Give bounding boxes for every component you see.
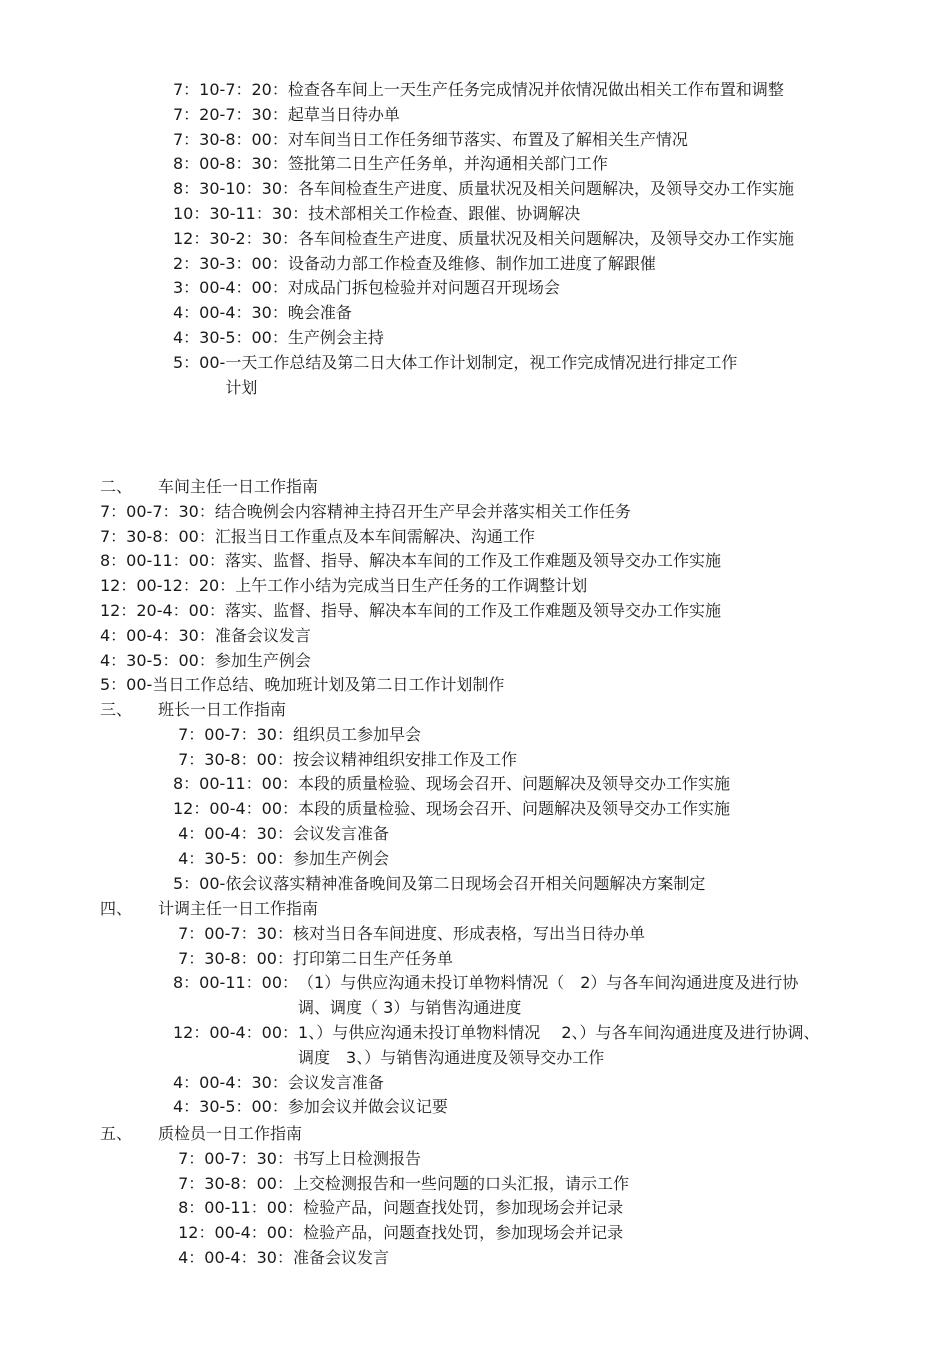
time-range: 8：00-8：30： <box>173 154 288 174</box>
section-number: 四、 <box>100 899 133 918</box>
task-description: 签批第二日生产任务单，并沟通相关部门工作 <box>287 154 608 174</box>
task-description: 对车间当日工作任务细节落实、布置及了解相关生产情况 <box>287 129 688 149</box>
task-description: 参加生产例会 <box>292 848 389 868</box>
schedule-row <box>100 549 721 574</box>
schedule-row <box>173 822 730 847</box>
time-range: 4：00-4：30： <box>173 823 293 843</box>
task-description: 书写上日检测报告 <box>292 1148 421 1168</box>
time-range: 7：00-7：30： <box>100 501 215 521</box>
schedule-section-4 <box>100 897 823 1120</box>
schedule-row <box>173 128 833 153</box>
task-description: 本段的质量检验、现场会召开、问题解决及领导交办工作实施 <box>298 799 731 819</box>
task-description: 依会议落实精神准备晚间及第二日现场会召开相关问题解决方案制定 <box>225 873 706 893</box>
schedule-row <box>100 525 721 550</box>
task-description: 组织员工参加早会 <box>292 724 421 744</box>
section-number: 三、 <box>100 700 133 719</box>
task-description: 打印第二日生产任务单 <box>292 948 453 968</box>
time-range: 3：00-4：00： <box>173 278 288 298</box>
schedule-row <box>173 1095 823 1120</box>
section-heading <box>100 698 730 723</box>
time-range: 7：30-8：00： <box>173 749 293 769</box>
schedule-row <box>100 500 721 525</box>
time-range: 4：30-5：00： <box>173 327 288 347</box>
section-heading <box>100 475 721 500</box>
schedule-row <box>100 673 721 698</box>
task-description: 准备会议发言 <box>292 1247 389 1267</box>
time-range: 5：00- <box>173 352 226 372</box>
time-range: 7：10-7：20： <box>173 80 288 99</box>
time-range: 8：30-10：30： <box>173 179 299 199</box>
task-description: 检验产品，问题查找处罚，参加现场会并记录 <box>303 1198 624 1218</box>
time-range: 2：30-3：00： <box>173 253 288 273</box>
schedule-row <box>173 1071 823 1096</box>
schedule-section-2 <box>100 475 721 698</box>
section-number: 五、 <box>100 1124 133 1143</box>
time-range: 4：30-5：00： <box>100 650 215 670</box>
time-range: 4：30-5：00： <box>173 848 293 868</box>
schedule-row <box>100 624 721 649</box>
section-title: 计调主任一日工作指南 <box>158 899 319 918</box>
time-range: 8：00-11：00： <box>173 973 299 993</box>
schedule-row <box>173 103 833 128</box>
schedule-row <box>173 78 833 103</box>
task-description: 一天工作总结及第二日大体工作计划制定，视工作完成情况进行排定工作计划 <box>225 352 738 397</box>
section-heading <box>100 897 823 922</box>
time-range: 12：00-4：00： <box>173 799 299 819</box>
time-range: 4：00-4：30： <box>173 303 288 323</box>
schedule-row <box>173 872 730 897</box>
time-range: 12：30-2：30： <box>173 228 299 248</box>
time-range: 12：00-12：20： <box>100 576 236 596</box>
task-description: 晚会准备 <box>287 303 352 323</box>
time-range: 12：00-4：00： <box>173 1223 304 1243</box>
task-description: 会议发言准备 <box>292 823 389 843</box>
task-description: 参加生产例会 <box>214 650 311 670</box>
task-description: 各车间检查生产进度、质量状况及相关问题解决，及领导交办工作实施 <box>298 228 795 248</box>
schedule-row <box>173 1172 629 1197</box>
section-number: 二、 <box>100 477 133 496</box>
schedule-row <box>173 723 730 748</box>
time-range: 7：30-8：00： <box>100 526 215 546</box>
schedule-row <box>173 971 823 1021</box>
section-title: 班长一日工作指南 <box>158 700 287 719</box>
task-description: 准备会议发言 <box>214 625 311 645</box>
task-description: 设备动力部工作检查及维修、制作加工进度了解跟催 <box>287 253 656 273</box>
time-range: 12：20-4：00： <box>100 600 226 620</box>
schedule-row <box>173 252 833 277</box>
task-description: 本段的质量检验、现场会召开、问题解决及领导交办工作实施 <box>298 774 731 794</box>
schedule-row <box>173 177 833 202</box>
time-range: 4：30-5：00： <box>173 1097 288 1117</box>
schedule-row <box>173 227 833 252</box>
schedule-row <box>173 1021 823 1071</box>
time-range: 5：00- <box>100 675 153 695</box>
schedule-row <box>173 351 833 401</box>
time-range: 5：00- <box>173 873 226 893</box>
time-range: 7：00-7：30： <box>173 923 293 943</box>
task-description: 落实、监督、指导、解决本车间的工作及工作难题及领导交办工作实施 <box>225 551 722 571</box>
time-range: 8：00-11：00： <box>100 551 226 571</box>
schedule-row <box>173 748 730 773</box>
schedule-row <box>173 947 823 972</box>
task-description: 技术部相关工作检查、跟催、协调解决 <box>308 203 581 223</box>
task-description: 当日工作总结、晚加班计划及第二日工作计划制作 <box>152 675 505 695</box>
schedule-section-1 <box>173 78 833 400</box>
task-description: （1）与供应沟通未投订单物料情况（ 2）与各车间沟通进度及进行协调、调度（ 3）与销售沟通进度 <box>298 973 799 1018</box>
schedule-row <box>173 922 823 947</box>
task-description: 起草当日待办单 <box>287 104 400 124</box>
section-title: 质检员一日工作指南 <box>158 1124 303 1143</box>
schedule-row <box>173 1147 629 1172</box>
task-description: 核对当日各车间进度、形成表格，写出当日待办单 <box>292 923 645 943</box>
task-description: 对成品门拆包检验并对问题召开现场会 <box>287 278 560 298</box>
task-description: 汇报当日工作重点及本车间需解决、沟通工作 <box>214 526 535 546</box>
task-description: 上交检测报告和一些问题的口头汇报，请示工作 <box>292 1173 629 1193</box>
schedule-row <box>173 202 833 227</box>
schedule-row <box>100 649 721 674</box>
time-range: 7：30-8：00： <box>173 948 293 968</box>
time-range: 7：30-8：00： <box>173 1173 293 1193</box>
section-title: 车间主任一日工作指南 <box>158 477 319 496</box>
schedule-row <box>100 574 721 599</box>
task-description: 1、）与供应沟通未投订单物料情况 2、）与各车间沟通进度及进行协调、调度 3、）与销售沟通进度及领导交办工作 <box>298 1022 820 1067</box>
time-range: 7：00-7：30： <box>173 1148 293 1168</box>
task-description: 检查各车间上一天生产任务完成情况并依情况做出相关工作布置和调整 <box>287 80 784 99</box>
schedule-row <box>173 152 833 177</box>
schedule-row <box>173 797 730 822</box>
schedule-row <box>173 301 833 326</box>
schedule-row <box>173 1196 629 1221</box>
task-description: 落实、监督、指导、解决本车间的工作及工作难题及领导交办工作实施 <box>225 600 722 620</box>
task-description: 按会议精神组织安排工作及工作 <box>292 749 517 769</box>
schedule-row <box>173 772 730 797</box>
time-range: 8：00-11：00： <box>173 1198 304 1218</box>
schedule-row <box>173 326 833 351</box>
time-range: 4：00-4：30： <box>100 625 215 645</box>
time-range: 7：20-7：30： <box>173 104 288 124</box>
time-range: 7：30-8：00： <box>173 129 288 149</box>
section-heading <box>100 1122 629 1147</box>
schedule-row <box>173 276 833 301</box>
task-description: 参加会议并做会议记要 <box>287 1097 448 1117</box>
time-range: 10：30-11：30： <box>173 203 309 223</box>
task-description: 会议发言准备 <box>287 1072 384 1092</box>
task-description: 各车间检查生产进度、质量状况及相关问题解决，及领导交办工作实施 <box>298 179 795 199</box>
task-description: 上午工作小结为完成当日生产任务的工作调整计划 <box>235 576 588 596</box>
time-range: 4：00-4：30： <box>173 1072 288 1092</box>
time-range: 7：00-7：30： <box>173 724 293 744</box>
schedule-row <box>100 599 721 624</box>
schedule-row <box>173 1221 629 1246</box>
schedule-row <box>173 1246 629 1271</box>
task-description: 结合晚例会内容精神主持召开生产早会并落实相关工作任务 <box>214 501 631 521</box>
task-description: 检验产品，问题查找处罚，参加现场会并记录 <box>303 1223 624 1243</box>
time-range: 4：00-4：30： <box>173 1247 293 1267</box>
time-range: 8：00-11：00： <box>173 774 299 794</box>
schedule-section-3 <box>100 698 730 896</box>
schedule-row <box>173 847 730 872</box>
task-description: 生产例会主持 <box>287 327 384 347</box>
time-range: 12：00-4：00： <box>173 1022 299 1042</box>
schedule-section-5 <box>100 1122 629 1271</box>
